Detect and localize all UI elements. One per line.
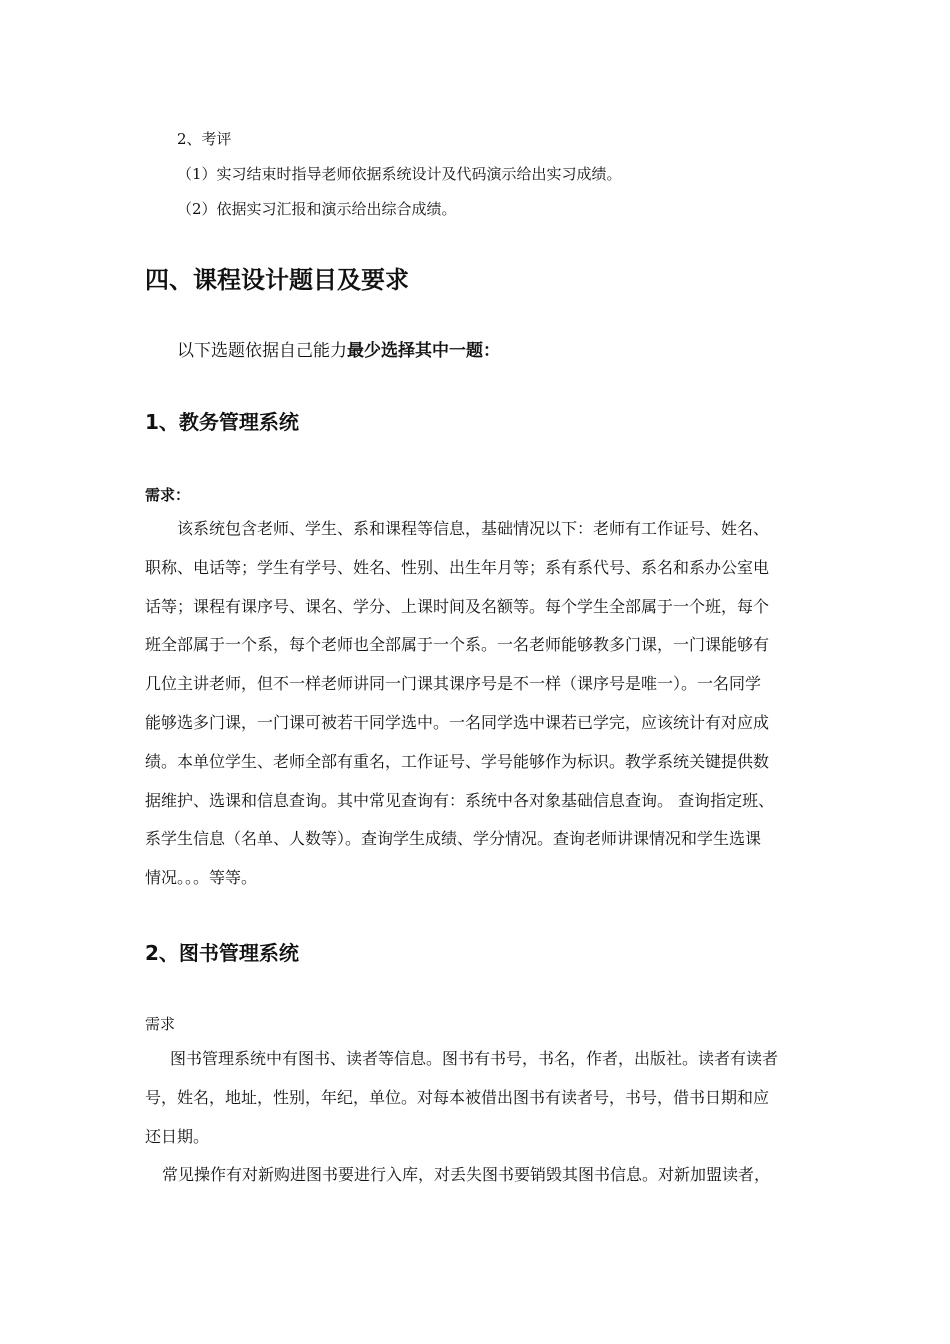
paragraph-line: 还日期。 [145,1127,210,1146]
paragraph-line: 职称、电话等；学生有学号、姓名、性别、出生年月等；系有系代号、系名和系办公室电 [145,558,770,577]
paragraph-line: 绩。本单位学生、老师全部有重名，工作证号、学号能够作为标识。教学系统关键提供数 [145,752,770,771]
paragraph-line: 该系统包含老师、学生、系和课程等信息，基础情况以下：老师有工作证号、姓名、 [177,519,770,538]
paragraph-line: 系学生信息（名单、人数等）。查询学生成绩、学分情况。查询老师讲课情况和学生选课 [145,829,762,848]
paragraph-line: 据维护、选课和信息查询。其中常见查询有：系统中各对象基础信息查询。 查询指定班、 [145,791,775,810]
paragraph-line: 图书管理系统中有图书、读者等信息。图书有书号，书名，作者，出版社。读者有读者 [170,1049,779,1068]
paragraph-line: 班全部属于一个系，每个老师也全部属于一个系。一名老师能够教多门课，一门课能够有 [145,635,770,654]
paragraph-line: 号，姓名，地址，性别，年纪，单位。对每本被借出图书有读者号，书号，借书日期和应 [145,1088,770,1107]
paragraph-line: 能够选多门课，一门课可被若干同学选中。一名同学选中课若已学完，应该统计有对应成 [145,713,770,732]
section-4-intro [177,336,500,361]
section-4-title: 四、课程设计题目及要求 [145,266,409,294]
paragraph-line: 话等；课程有课序号、课名、学分、上课时间及名额等。每个学生全部属于一个班，每个 [145,597,770,616]
paragraph-line: 情况。。。等等。 [145,868,258,887]
topic-1-title: 1、教务管理系统 [145,410,299,434]
intro-bold-text: 最少选择其中一题： [347,341,500,361]
evaluation-item-1: （1）实习结束时指导老师依据系统设计及代码演示给出实习成绩。 [177,165,622,183]
topic-2-requirement-label: 需求 [145,1015,176,1033]
topic-2-title: 2、图书管理系统 [145,941,299,965]
evaluation-heading: 2、考评 [177,130,232,148]
intro-normal-text: 以下选题依据自己能力 [177,341,347,361]
topic-1-requirement-label: 需求： [145,486,191,504]
evaluation-item-2: （2）依据实习汇报和演示给出综合成绩。 [177,200,457,218]
paragraph-line: 几位主讲老师，但不一样老师讲同一门课其课序号是不一样（课序号是唯一）。一名同学 [145,674,762,693]
paragraph-line: 常见操作有对新购进图书要进行入库，对丢失图书要销毁其图书信息。对新加盟读者， [162,1165,771,1184]
